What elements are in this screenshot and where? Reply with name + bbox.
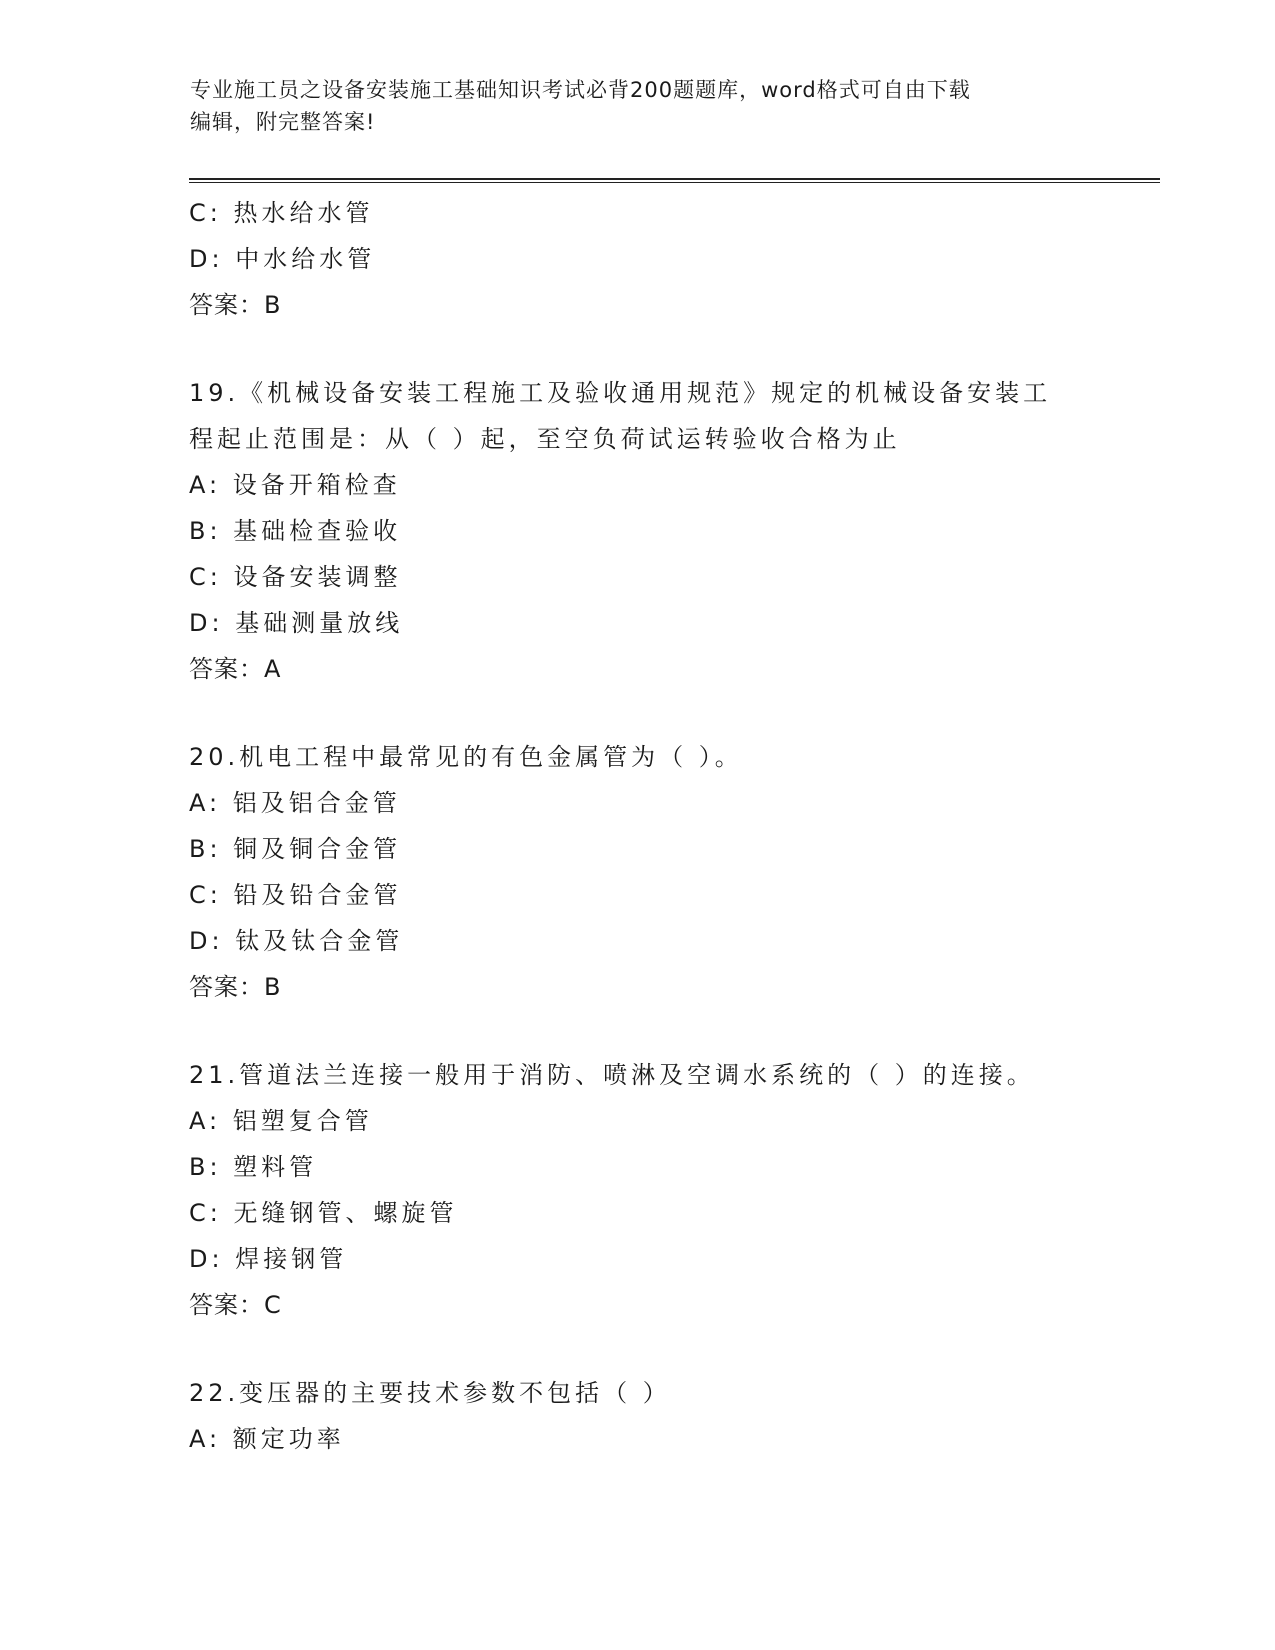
question-19 xyxy=(189,370,1089,692)
option-d: D: 中水给水管 xyxy=(189,245,376,273)
question-stem-line1: 19.《机械设备安装工程施工及验收通用规范》规定的机械设备安装工 xyxy=(189,379,1052,407)
answer-label: 答案：A xyxy=(189,655,282,683)
question-18-partial xyxy=(189,190,1089,328)
question-stem-line2: 程起止范围是：从（ ）起，至空负荷试运转验收合格为止 xyxy=(189,425,901,453)
answer-label: 答案：B xyxy=(189,973,282,1001)
question-list xyxy=(189,190,1089,1462)
spacer xyxy=(189,328,1089,370)
spacer xyxy=(189,1010,1089,1052)
option-a: A: 铝及铝合金管 xyxy=(189,789,401,817)
option-c: C: 无缝钢管、螺旋管 xyxy=(189,1199,458,1227)
spacer xyxy=(189,692,1089,734)
option-a: A: 铝塑复合管 xyxy=(189,1107,373,1135)
option-a: A: 额定功率 xyxy=(189,1425,345,1453)
header-divider-thin xyxy=(189,182,1160,183)
question-stem: 22.变压器的主要技术参数不包括（ ） xyxy=(189,1379,671,1407)
header-title-line1: 专业施工员之设备安装施工基础知识考试必背200题题库，word格式可自由下载 xyxy=(190,78,971,102)
option-d: D: 钛及钛合金管 xyxy=(189,927,404,955)
question-22 xyxy=(189,1370,1089,1462)
answer-label: 答案：C xyxy=(189,1291,282,1319)
spacer xyxy=(189,1328,1089,1370)
header-title-line2: 编辑，附完整答案! xyxy=(190,110,376,134)
option-b: B: 塑料管 xyxy=(189,1153,318,1181)
question-20 xyxy=(189,734,1089,1010)
question-stem: 21.管道法兰连接一般用于消防、喷淋及空调水系统的（ ）的连接。 xyxy=(189,1061,1035,1089)
option-b: B: 铜及铜合金管 xyxy=(189,835,402,863)
option-c: C: 设备安装调整 xyxy=(189,563,402,591)
option-b: B: 基础检查验收 xyxy=(189,517,402,545)
question-stem: 20.机电工程中最常见的有色金属管为（ ）。 xyxy=(189,743,743,771)
option-d: D: 基础测量放线 xyxy=(189,609,404,637)
option-a: A: 设备开箱检查 xyxy=(189,471,401,499)
option-d: D: 焊接钢管 xyxy=(189,1245,348,1273)
header-divider-thick xyxy=(189,178,1160,180)
question-21 xyxy=(189,1052,1089,1328)
document-header xyxy=(190,74,1070,138)
option-c: C: 铅及铅合金管 xyxy=(189,881,402,909)
answer-label: 答案：B xyxy=(189,291,282,319)
option-c: C: 热水给水管 xyxy=(189,199,374,227)
